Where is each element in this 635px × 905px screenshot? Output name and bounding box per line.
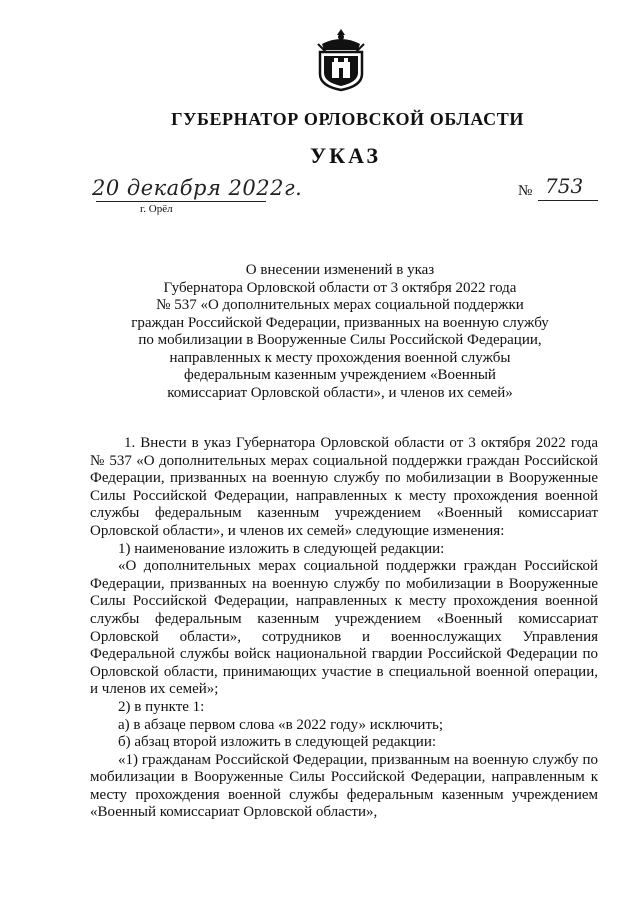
body-paragraph: 1) наименование изложить в следующей редакции: [118,540,445,557]
subject-line: по мобилизации в Вооруженные Силы Российской Федерации, [138,332,542,348]
body-paragraph: «1) гражданам Российской Федерации, призванным на военную службу по мобилизации в Вооруженные Силы Российской Федерации, направленным к месту прохождения военной службы федеральным казенным учреждением «Военный комиссариат Орловской области», [90,751,598,821]
handwritten-date: 20 декабря 2022г. [92,176,303,200]
subject-line: комиссариат Орловской области», и членов их семей» [167,384,513,401]
handwritten-number: 753 [545,174,584,198]
subject-line: О внесении изменений в указ [245,262,435,278]
date-underline [96,201,266,202]
decree-subject [90,262,590,402]
decree-heading: УКАЗ [309,143,382,168]
body-paragraph: «О дополнительных мерах социальной поддержки граждан Российской Федерации, призванных на военную службу по мобилизации в Вооруженные Силы Российской Федерации, направленных к месту прохождения военной службы федеральным казенным учреждением «Военный комиссариат Орловской области», сотрудников и военнослужащих Управления Федеральной службы войск национальной гвардии Российской Федерации по Орловской области, принимающих участие в специальной военной операции, и членов их семей»; [90,558,598,698]
subject-line: № 537 «О дополнительных мерах социальной поддержки [156,297,524,313]
number-underline [538,200,598,201]
decree-body [90,435,598,822]
body-paragraph: б) абзац второй изложить в следующей редакции: [118,734,437,751]
city-label: г. Орёл [140,203,173,215]
body-paragraph: а) в абзаце первом слова «в 2022 году» исключить; [118,716,444,733]
body-paragraph: 1. Внести в указ Губернатора Орловской области от 3 октября 2022 года № 537 «О дополнительных мерах социальной поддержки граждан Российской Федерации, призванных на военную службу по мобилизации в Вооруженные Силы Российской Федерации, направленных к месту прохождения военной службы федеральным казенным учреждением «Военный комиссариат Орловской области», и членов их семей» следующие изменения: [90,435,598,539]
subject-line: федеральным казенным учреждением «Военный [184,367,496,383]
governor-title: ГУБЕРНАТОР ОРЛОВСКОЙ ОБЛАСТИ [171,109,524,129]
subject-line: направленных к месту прохождения военной службы [169,349,511,366]
subject-line: граждан Российской Федерации, призванных на военную службу [131,314,549,331]
subject-line: Губернатора Орловской области от 3 октября 2022 года [163,279,517,296]
coat-of-arms-emblem [312,26,370,92]
number-label: № [518,183,533,199]
body-paragraph: 2) в пункте 1: [118,698,205,715]
